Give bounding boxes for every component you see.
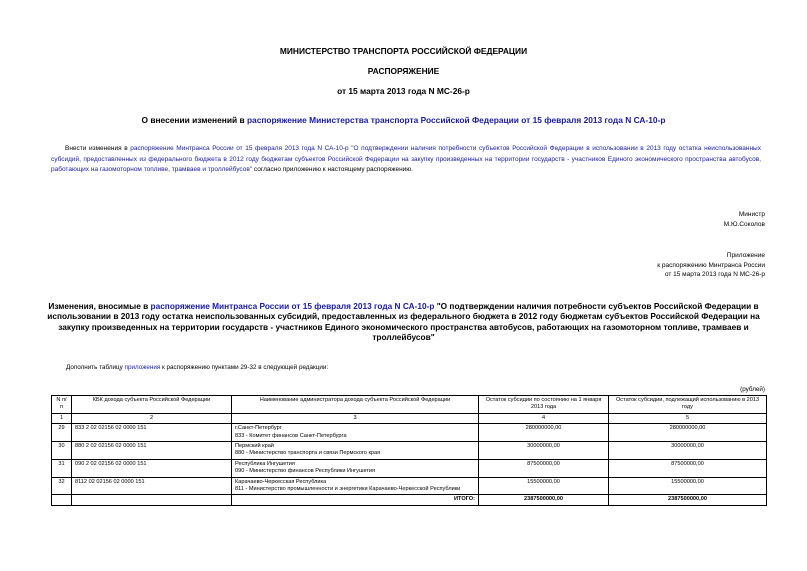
col-num-2: 2 xyxy=(72,413,232,423)
row-kbk: 8112 02 02156 02 0000 151 xyxy=(72,477,232,495)
appendix-line-1: Приложение xyxy=(726,252,765,259)
supplement-instruction xyxy=(66,364,328,371)
ministry-title: МИНИСТЕРСТВО ТРАНСПОРТА РОССИЙСКОЙ ФЕДЕРАЦИИ xyxy=(279,46,528,56)
appendix-title-suffix: "О подтверждении наличия потребности субъектов Российской Федерации в использовании в 2013 году остатка неиспользованных субсидий, предоставленных из федерального бюджета в 2012 году бюджетам субъектов Российской Федерации на закупку произведенных на территории государств - участников Единого экономического пространства автобусов, работающих на газомоторном топливе, трамваев и троллейбусов" xyxy=(47,301,760,343)
row-admin xyxy=(232,442,479,460)
col-num-4: 4 xyxy=(479,413,609,423)
body-order-link[interactable]: распоряжение Минтранса России от 15 февраля 2013 года N СА-10-р "О подтверждении наличия потребности субъектов Российской Федерации в использовании в 2013 году остатка неиспользованных субсидий, предоставленных из федерального бюджета в 2012 году бюджетам субъектов Российской Федерации на закупку произведенных на территории государств - участников Единого экономического пространства автобусов, работающих на газомоторном топливе, трамваев и троллейбусов" xyxy=(51,145,761,173)
units-label: (рублей) xyxy=(740,386,765,393)
row-admin xyxy=(232,459,479,477)
row-admin-region: Пермский край xyxy=(235,443,274,450)
row-kbk: 833 2 02 02156 02 0000 151 xyxy=(72,424,232,442)
row-kbk: 880 2 02 02156 02 0000 151 xyxy=(72,442,232,460)
table-column-numbers xyxy=(52,413,767,423)
header-kbk: КБК дохода субъекта Российской Федерации xyxy=(72,396,232,414)
row-rest: 15500000,00 xyxy=(479,477,609,495)
row-admin-region: г.Санкт-Петербург xyxy=(235,425,282,432)
header-admin: Наименование администратора дохода субъекта Российской Федерации xyxy=(232,396,479,414)
row-number: 31 xyxy=(52,459,72,477)
subsidy-table xyxy=(51,395,767,506)
row-rest: 87500000,00 xyxy=(479,459,609,477)
table-row xyxy=(52,459,767,477)
table-row xyxy=(52,477,767,495)
appendix-title-prefix: Изменения, вносимые в xyxy=(48,301,151,311)
row-number: 30 xyxy=(52,442,72,460)
appendix-line-3: от 15 марта 2013 года N МС-26-р xyxy=(664,271,765,278)
row-admin xyxy=(232,477,479,495)
row-use: 87500000,00 xyxy=(609,459,767,477)
table-header-row xyxy=(52,396,767,414)
row-use: 15500000,00 xyxy=(609,477,767,495)
subject-prefix: О внесении изменений в xyxy=(141,115,247,125)
row-kbk: 090 2 02 02156 02 0000 151 xyxy=(72,459,232,477)
appendix-line-2: к распоряжению Минтранса России xyxy=(657,261,765,269)
document-date-number: от 15 марта 2013 года N МС-26-р xyxy=(337,86,470,96)
row-number: 32 xyxy=(52,477,72,495)
table-row xyxy=(52,424,767,442)
total-use: 2387500000,00 xyxy=(609,495,767,505)
col-num-3: 3 xyxy=(232,413,479,423)
row-rest: 280000000,00 xyxy=(479,424,609,442)
table-total-row xyxy=(52,495,767,505)
signature-position: Министр xyxy=(738,211,765,218)
row-admin-body: 880 - Министерство транспорта и связи Пермского края xyxy=(235,450,381,457)
body-prefix: Внести изменения в xyxy=(65,145,131,152)
supplement-link[interactable]: приложения xyxy=(124,364,161,371)
col-num-5: 5 xyxy=(609,413,767,423)
supplement-suffix: к распоряжению пунктами 29-32 в следующей редакции: xyxy=(160,364,329,371)
supplement-prefix: Дополнить таблицу xyxy=(66,364,125,371)
body-paragraph xyxy=(51,144,761,176)
row-admin-region: Карачаево-Черкесская Республика xyxy=(235,478,327,485)
row-number: 29 xyxy=(52,424,72,442)
appendix-reference xyxy=(657,251,765,280)
total-empty-2 xyxy=(72,495,232,505)
row-admin-body: 811 - Министерство промышленности и энергетики Карачаево-Черкесской Республики xyxy=(235,486,461,493)
document-type: РАСПОРЯЖЕНИЕ xyxy=(367,66,440,76)
row-admin-region: Республика Ингушетия xyxy=(235,460,295,467)
row-use: 30000000,00 xyxy=(609,442,767,460)
header-rest: Остаток субсидии по состоянию на 1 января 2013 года xyxy=(479,396,609,414)
signature-name: М.Ю.Соколов xyxy=(723,220,765,228)
document-subject xyxy=(0,115,807,125)
table-row xyxy=(52,442,767,460)
body-suffix: согласно приложению к настоящему распоряжению. xyxy=(252,166,413,173)
header-use: Остаток субсидии, подлежащий использованию в 2013 году xyxy=(609,396,767,414)
total-label: ИТОГО: xyxy=(232,495,479,505)
col-num-1: 1 xyxy=(52,413,72,423)
row-admin-body: 833 - Комитет финансов Санкт-Петербурга xyxy=(235,432,347,439)
row-admin xyxy=(232,424,479,442)
total-empty-1 xyxy=(52,495,72,505)
appendix-title-link[interactable]: распоряжение Минтранса России от 15 февраля 2013 года N СА-10-р xyxy=(150,301,435,311)
appendix-title xyxy=(40,301,767,343)
total-rest: 2387500000,00 xyxy=(479,495,609,505)
signature-block xyxy=(724,210,765,229)
row-use: 280000000,00 xyxy=(609,424,767,442)
row-admin-body: 090 - Министерство финансов Республики Ингушетия xyxy=(235,468,376,475)
subject-link[interactable]: распоряжение Министерства транспорта Российской Федерации от 15 февраля 2013 года N СА-10-р xyxy=(246,115,666,125)
header-n: N п/п xyxy=(52,396,72,414)
row-rest: 30000000,00 xyxy=(479,442,609,460)
